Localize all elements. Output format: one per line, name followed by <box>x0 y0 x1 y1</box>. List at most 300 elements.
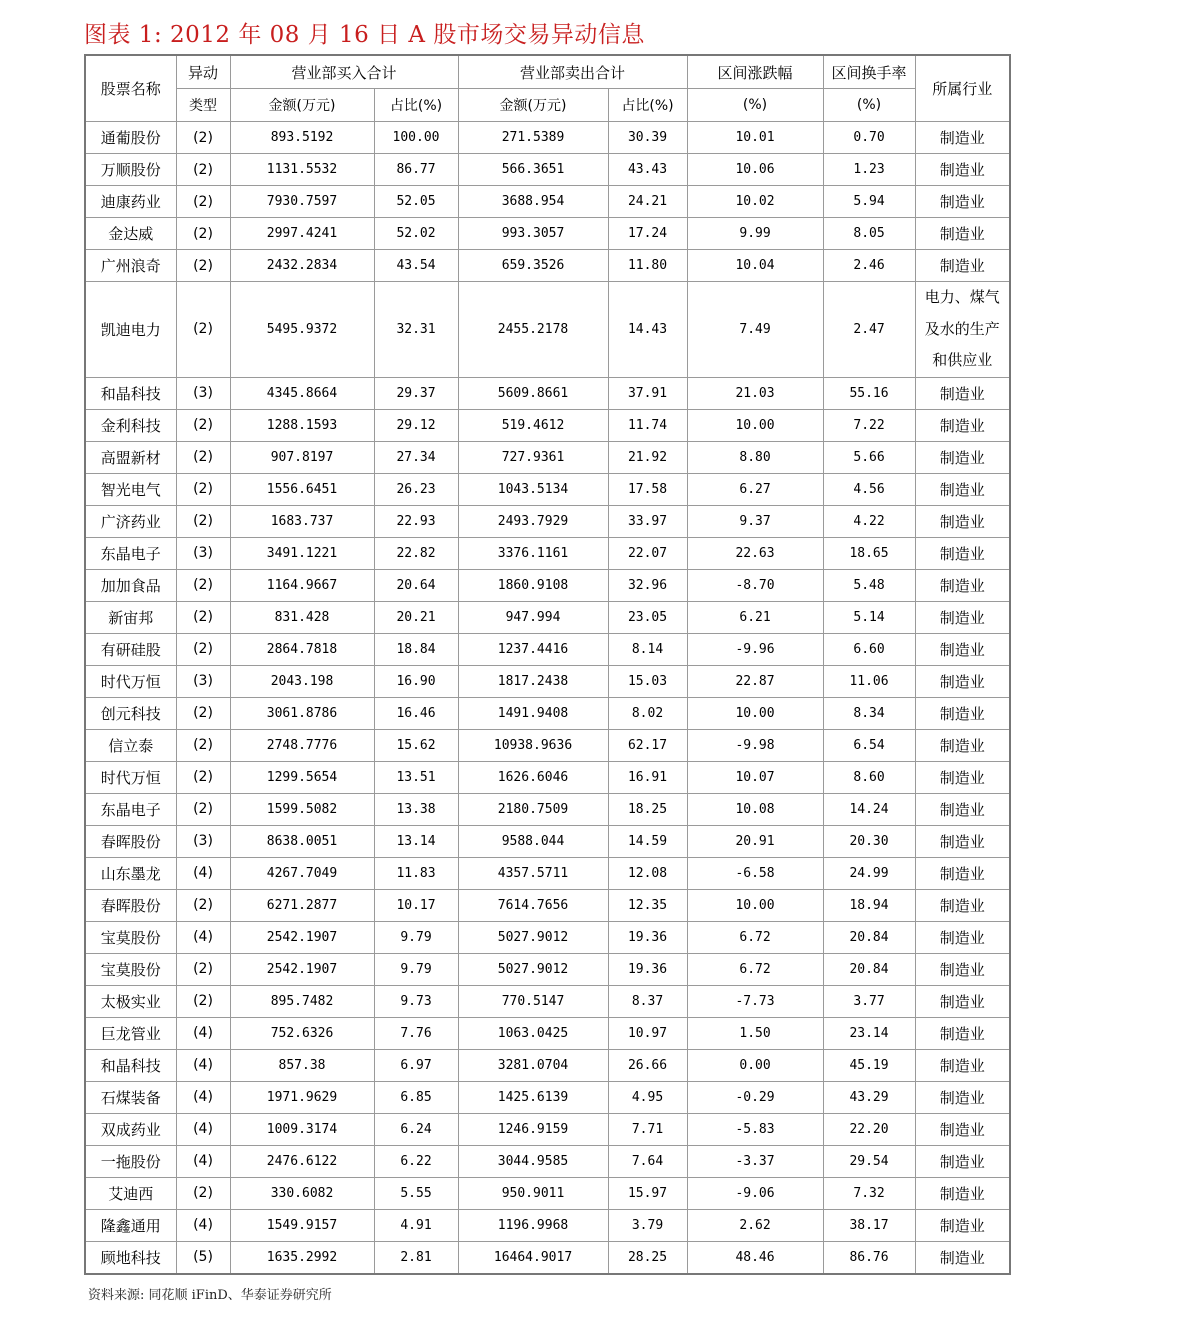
change-cell: -0.29 <box>687 1081 823 1113</box>
industry-cell: 制造业 <box>915 1177 1010 1209</box>
buy-amount-cell: 7930.7597 <box>230 186 374 218</box>
stock-name-cell: 凯迪电力 <box>85 282 176 378</box>
type-cell: (2) <box>176 761 230 793</box>
change-cell: 21.03 <box>687 377 823 409</box>
industry-cell: 制造业 <box>915 633 1010 665</box>
sell-amount-cell: 4357.5711 <box>458 857 608 889</box>
sell-amount-cell: 5027.9012 <box>458 953 608 985</box>
buy-amount-cell: 1549.9157 <box>230 1209 374 1241</box>
turnover-cell: 20.84 <box>823 953 915 985</box>
sell-ratio-cell: 14.43 <box>608 282 687 378</box>
turnover-cell: 43.29 <box>823 1081 915 1113</box>
sell-amount-cell: 1860.9108 <box>458 569 608 601</box>
change-cell: 8.80 <box>687 441 823 473</box>
sell-ratio-cell: 18.25 <box>608 793 687 825</box>
sell-amount-cell: 5027.9012 <box>458 921 608 953</box>
sell-amount-cell: 993.3057 <box>458 218 608 250</box>
table-row <box>85 441 1010 473</box>
table-row <box>85 282 1010 378</box>
table-row <box>85 1209 1010 1241</box>
change-cell: 6.72 <box>687 953 823 985</box>
turnover-cell: 55.16 <box>823 377 915 409</box>
buy-amount-cell: 2432.2834 <box>230 250 374 282</box>
buy-ratio-cell: 9.73 <box>374 985 458 1017</box>
sell-amount-cell: 1246.9159 <box>458 1113 608 1145</box>
change-cell: -9.96 <box>687 633 823 665</box>
buy-amount-cell: 330.6082 <box>230 1177 374 1209</box>
turnover-cell: 22.20 <box>823 1113 915 1145</box>
turnover-cell: 1.23 <box>823 154 915 186</box>
stock-name-cell: 东晶电子 <box>85 537 176 569</box>
buy-amount-cell: 1556.6451 <box>230 473 374 505</box>
sell-amount-cell: 1196.9968 <box>458 1209 608 1241</box>
buy-amount-cell: 1288.1593 <box>230 409 374 441</box>
sell-ratio-cell: 28.25 <box>608 1241 687 1274</box>
sell-amount-cell: 2455.2178 <box>458 282 608 378</box>
header-sell-total: 营业部卖出合计 <box>458 55 687 89</box>
type-cell: (2) <box>176 409 230 441</box>
stock-anomaly-table <box>84 54 1011 1275</box>
turnover-cell: 23.14 <box>823 1017 915 1049</box>
change-cell: -6.58 <box>687 857 823 889</box>
turnover-cell: 0.70 <box>823 122 915 154</box>
buy-ratio-cell: 5.55 <box>374 1177 458 1209</box>
industry-cell: 制造业 <box>915 1081 1010 1113</box>
industry-cell: 制造业 <box>915 761 1010 793</box>
industry-cell: 制造业 <box>915 1049 1010 1081</box>
industry-cell: 制造业 <box>915 697 1010 729</box>
type-cell: (2) <box>176 889 230 921</box>
type-cell: (2) <box>176 985 230 1017</box>
buy-ratio-cell: 26.23 <box>374 473 458 505</box>
sell-amount-cell: 947.994 <box>458 601 608 633</box>
buy-ratio-cell: 52.02 <box>374 218 458 250</box>
turnover-cell: 5.14 <box>823 601 915 633</box>
type-cell: (2) <box>176 793 230 825</box>
stock-name-cell: 艾迪西 <box>85 1177 176 1209</box>
type-cell: (2) <box>176 633 230 665</box>
turnover-cell: 5.66 <box>823 441 915 473</box>
buy-amount-cell: 2542.1907 <box>230 953 374 985</box>
industry-cell: 制造业 <box>915 1145 1010 1177</box>
stock-name-cell: 通葡股份 <box>85 122 176 154</box>
turnover-cell: 18.94 <box>823 889 915 921</box>
buy-ratio-cell: 9.79 <box>374 953 458 985</box>
industry-cell: 制造业 <box>915 1113 1010 1145</box>
turnover-cell: 8.05 <box>823 218 915 250</box>
industry-cell: 制造业 <box>915 1017 1010 1049</box>
sell-ratio-cell: 19.36 <box>608 921 687 953</box>
industry-cell: 制造业 <box>915 569 1010 601</box>
stock-name-cell: 迪康药业 <box>85 186 176 218</box>
type-cell: (2) <box>176 569 230 601</box>
industry-cell: 制造业 <box>915 857 1010 889</box>
change-cell: 10.08 <box>687 793 823 825</box>
type-cell: (4) <box>176 1209 230 1241</box>
change-cell: -7.73 <box>687 985 823 1017</box>
table-row <box>85 569 1010 601</box>
buy-amount-cell: 4345.8664 <box>230 377 374 409</box>
buy-ratio-cell: 15.62 <box>374 729 458 761</box>
header-type-bottom: 类型 <box>176 89 230 122</box>
sell-ratio-cell: 14.59 <box>608 825 687 857</box>
sell-amount-cell: 3044.9585 <box>458 1145 608 1177</box>
buy-amount-cell: 1635.2992 <box>230 1241 374 1274</box>
turnover-cell: 2.46 <box>823 250 915 282</box>
sell-ratio-cell: 17.58 <box>608 473 687 505</box>
industry-cell: 制造业 <box>915 601 1010 633</box>
table-row <box>85 1241 1010 1274</box>
type-cell: (4) <box>176 1017 230 1049</box>
sell-ratio-cell: 19.36 <box>608 953 687 985</box>
change-cell: -3.37 <box>687 1145 823 1177</box>
type-cell: (4) <box>176 1081 230 1113</box>
buy-amount-cell: 1131.5532 <box>230 154 374 186</box>
type-cell: (3) <box>176 377 230 409</box>
table-row <box>85 218 1010 250</box>
industry-cell: 制造业 <box>915 441 1010 473</box>
stock-name-cell: 宝莫股份 <box>85 953 176 985</box>
type-cell: (2) <box>176 218 230 250</box>
industry-cell: 制造业 <box>915 985 1010 1017</box>
buy-ratio-cell: 22.82 <box>374 537 458 569</box>
sell-amount-cell: 1237.4416 <box>458 633 608 665</box>
buy-amount-cell: 2997.4241 <box>230 218 374 250</box>
stock-name-cell: 宝莫股份 <box>85 921 176 953</box>
stock-name-cell: 广州浪奇 <box>85 250 176 282</box>
buy-ratio-cell: 29.12 <box>374 409 458 441</box>
sell-ratio-cell: 8.14 <box>608 633 687 665</box>
type-cell: (3) <box>176 665 230 697</box>
table-row <box>85 889 1010 921</box>
figure-title: 图表 1: 2012 年 08 月 16 日 A 股市场交易异动信息 <box>84 22 645 48</box>
sell-amount-cell: 7614.7656 <box>458 889 608 921</box>
buy-amount-cell: 2748.7776 <box>230 729 374 761</box>
type-cell: (2) <box>176 953 230 985</box>
stock-name-cell: 太极实业 <box>85 985 176 1017</box>
sell-ratio-cell: 4.95 <box>608 1081 687 1113</box>
change-cell: 10.04 <box>687 250 823 282</box>
sell-ratio-cell: 15.97 <box>608 1177 687 1209</box>
table-row <box>85 1017 1010 1049</box>
header-industry: 所属行业 <box>915 55 1010 122</box>
sell-amount-cell: 727.9361 <box>458 441 608 473</box>
buy-amount-cell: 3061.8786 <box>230 697 374 729</box>
source-note: 资料来源: 同花顺 iFinD、华泰证券研究所 <box>88 1288 332 1303</box>
sell-amount-cell: 950.9011 <box>458 1177 608 1209</box>
buy-ratio-cell: 13.51 <box>374 761 458 793</box>
sell-ratio-cell: 17.24 <box>608 218 687 250</box>
header-turnover-bottom: (%) <box>823 89 915 122</box>
header-type-top: 异动 <box>176 55 230 89</box>
type-cell: (4) <box>176 1049 230 1081</box>
header-row-2 <box>85 89 1010 122</box>
table-row <box>85 409 1010 441</box>
turnover-cell: 11.06 <box>823 665 915 697</box>
turnover-cell: 14.24 <box>823 793 915 825</box>
stock-name-cell: 巨龙管业 <box>85 1017 176 1049</box>
sell-ratio-cell: 43.43 <box>608 154 687 186</box>
industry-cell: 制造业 <box>915 1241 1010 1274</box>
sell-ratio-cell: 24.21 <box>608 186 687 218</box>
buy-amount-cell: 1164.9667 <box>230 569 374 601</box>
buy-amount-cell: 8638.0051 <box>230 825 374 857</box>
sell-amount-cell: 5609.8661 <box>458 377 608 409</box>
buy-ratio-cell: 2.81 <box>374 1241 458 1274</box>
sell-ratio-cell: 15.03 <box>608 665 687 697</box>
buy-amount-cell: 6271.2877 <box>230 889 374 921</box>
stock-name-cell: 新宙邦 <box>85 601 176 633</box>
buy-ratio-cell: 9.79 <box>374 921 458 953</box>
buy-ratio-cell: 20.64 <box>374 569 458 601</box>
turnover-cell: 20.30 <box>823 825 915 857</box>
turnover-cell: 5.48 <box>823 569 915 601</box>
buy-ratio-cell: 43.54 <box>374 250 458 282</box>
change-cell: 9.99 <box>687 218 823 250</box>
change-cell: 1.50 <box>687 1017 823 1049</box>
turnover-cell: 86.76 <box>823 1241 915 1274</box>
sell-amount-cell: 659.3526 <box>458 250 608 282</box>
sell-amount-cell: 9588.044 <box>458 825 608 857</box>
industry-cell: 电力、煤气及水的生产和供应业 <box>915 282 1010 378</box>
sell-amount-cell: 271.5389 <box>458 122 608 154</box>
industry-cell: 制造业 <box>915 377 1010 409</box>
sell-ratio-cell: 21.92 <box>608 441 687 473</box>
header-change-bottom: (%) <box>687 89 823 122</box>
buy-amount-cell: 831.428 <box>230 601 374 633</box>
type-cell: (2) <box>176 1177 230 1209</box>
header-turnover-top: 区间换手率 <box>823 55 915 89</box>
industry-cell: 制造业 <box>915 537 1010 569</box>
sell-ratio-cell: 8.37 <box>608 985 687 1017</box>
sell-amount-cell: 16464.9017 <box>458 1241 608 1274</box>
type-cell: (2) <box>176 473 230 505</box>
industry-cell: 制造业 <box>915 218 1010 250</box>
buy-ratio-cell: 27.34 <box>374 441 458 473</box>
sell-ratio-cell: 3.79 <box>608 1209 687 1241</box>
buy-ratio-cell: 32.31 <box>374 282 458 378</box>
buy-ratio-cell: 29.37 <box>374 377 458 409</box>
change-cell: 10.02 <box>687 186 823 218</box>
sell-amount-cell: 2493.7929 <box>458 505 608 537</box>
table-row <box>85 825 1010 857</box>
table-row <box>85 697 1010 729</box>
change-cell: -8.70 <box>687 569 823 601</box>
table-row <box>85 729 1010 761</box>
turnover-cell: 3.77 <box>823 985 915 1017</box>
change-cell: 10.00 <box>687 697 823 729</box>
change-cell: 10.06 <box>687 154 823 186</box>
sell-ratio-cell: 22.07 <box>608 537 687 569</box>
header-buy-amount: 金额(万元) <box>230 89 374 122</box>
change-cell: 10.01 <box>687 122 823 154</box>
type-cell: (3) <box>176 825 230 857</box>
stock-name-cell: 石煤装备 <box>85 1081 176 1113</box>
buy-amount-cell: 1971.9629 <box>230 1081 374 1113</box>
stock-name-cell: 一拖股份 <box>85 1145 176 1177</box>
industry-cell: 制造业 <box>915 250 1010 282</box>
change-cell: 0.00 <box>687 1049 823 1081</box>
buy-ratio-cell: 10.17 <box>374 889 458 921</box>
stock-name-cell: 双成药业 <box>85 1113 176 1145</box>
stock-name-cell: 广济药业 <box>85 505 176 537</box>
table-row <box>85 154 1010 186</box>
buy-ratio-cell: 22.93 <box>374 505 458 537</box>
buy-amount-cell: 4267.7049 <box>230 857 374 889</box>
buy-ratio-cell: 52.05 <box>374 186 458 218</box>
buy-amount-cell: 2864.7818 <box>230 633 374 665</box>
table-row <box>85 761 1010 793</box>
table-row <box>85 1049 1010 1081</box>
sell-ratio-cell: 12.35 <box>608 889 687 921</box>
table-row <box>85 1177 1010 1209</box>
table-row <box>85 633 1010 665</box>
change-cell: 7.49 <box>687 282 823 378</box>
sell-ratio-cell: 62.17 <box>608 729 687 761</box>
table-row <box>85 186 1010 218</box>
sell-ratio-cell: 10.97 <box>608 1017 687 1049</box>
industry-cell: 制造业 <box>915 793 1010 825</box>
buy-amount-cell: 2043.198 <box>230 665 374 697</box>
industry-cell: 制造业 <box>915 122 1010 154</box>
turnover-cell: 4.22 <box>823 505 915 537</box>
turnover-cell: 8.34 <box>823 697 915 729</box>
header-stock-name: 股票名称 <box>85 55 176 122</box>
turnover-cell: 4.56 <box>823 473 915 505</box>
buy-ratio-cell: 13.14 <box>374 825 458 857</box>
sell-amount-cell: 1491.9408 <box>458 697 608 729</box>
turnover-cell: 7.32 <box>823 1177 915 1209</box>
sell-amount-cell: 2180.7509 <box>458 793 608 825</box>
type-cell: (2) <box>176 282 230 378</box>
sell-ratio-cell: 8.02 <box>608 697 687 729</box>
sell-amount-cell: 10938.9636 <box>458 729 608 761</box>
sell-amount-cell: 566.3651 <box>458 154 608 186</box>
change-cell: 9.37 <box>687 505 823 537</box>
type-cell: (2) <box>176 729 230 761</box>
sell-amount-cell: 1626.6046 <box>458 761 608 793</box>
header-row-1 <box>85 55 1010 89</box>
type-cell: (2) <box>176 505 230 537</box>
change-cell: -9.06 <box>687 1177 823 1209</box>
industry-cell: 制造业 <box>915 953 1010 985</box>
table-row <box>85 1113 1010 1145</box>
change-cell: 10.00 <box>687 889 823 921</box>
table-row <box>85 953 1010 985</box>
table-row <box>85 1081 1010 1113</box>
buy-amount-cell: 893.5192 <box>230 122 374 154</box>
industry-cell: 制造业 <box>915 921 1010 953</box>
header-buy-ratio: 占比(%) <box>374 89 458 122</box>
stock-name-cell: 万顺股份 <box>85 154 176 186</box>
industry-cell: 制造业 <box>915 1209 1010 1241</box>
buy-amount-cell: 3491.1221 <box>230 537 374 569</box>
table-row <box>85 473 1010 505</box>
change-cell: 48.46 <box>687 1241 823 1274</box>
turnover-cell: 38.17 <box>823 1209 915 1241</box>
buy-ratio-cell: 6.85 <box>374 1081 458 1113</box>
turnover-cell: 45.19 <box>823 1049 915 1081</box>
industry-cell: 制造业 <box>915 154 1010 186</box>
type-cell: (2) <box>176 250 230 282</box>
change-cell: 2.62 <box>687 1209 823 1241</box>
industry-cell: 制造业 <box>915 889 1010 921</box>
buy-ratio-cell: 11.83 <box>374 857 458 889</box>
turnover-cell: 7.22 <box>823 409 915 441</box>
stock-name-cell: 时代万恒 <box>85 665 176 697</box>
change-cell: 6.72 <box>687 921 823 953</box>
buy-ratio-cell: 16.46 <box>374 697 458 729</box>
sell-ratio-cell: 26.66 <box>608 1049 687 1081</box>
buy-ratio-cell: 7.76 <box>374 1017 458 1049</box>
industry-cell: 制造业 <box>915 505 1010 537</box>
buy-amount-cell: 857.38 <box>230 1049 374 1081</box>
stock-name-cell: 山东墨龙 <box>85 857 176 889</box>
buy-amount-cell: 895.7482 <box>230 985 374 1017</box>
buy-amount-cell: 1683.737 <box>230 505 374 537</box>
buy-ratio-cell: 6.97 <box>374 1049 458 1081</box>
buy-amount-cell: 1299.5654 <box>230 761 374 793</box>
stock-name-cell: 智光电气 <box>85 473 176 505</box>
stock-name-cell: 金利科技 <box>85 409 176 441</box>
table-row <box>85 601 1010 633</box>
sell-ratio-cell: 12.08 <box>608 857 687 889</box>
stock-name-cell: 春晖股份 <box>85 825 176 857</box>
buy-ratio-cell: 16.90 <box>374 665 458 697</box>
buy-amount-cell: 2542.1907 <box>230 921 374 953</box>
type-cell: (2) <box>176 122 230 154</box>
buy-amount-cell: 1009.3174 <box>230 1113 374 1145</box>
sell-amount-cell: 770.5147 <box>458 985 608 1017</box>
change-cell: 6.21 <box>687 601 823 633</box>
turnover-cell: 5.94 <box>823 186 915 218</box>
type-cell: (4) <box>176 1113 230 1145</box>
stock-name-cell: 创元科技 <box>85 697 176 729</box>
type-cell: (2) <box>176 186 230 218</box>
industry-cell: 制造业 <box>915 473 1010 505</box>
turnover-cell: 6.54 <box>823 729 915 761</box>
sell-ratio-cell: 33.97 <box>608 505 687 537</box>
type-cell: (4) <box>176 921 230 953</box>
table-row <box>85 793 1010 825</box>
type-cell: (2) <box>176 441 230 473</box>
stock-name-cell: 隆鑫通用 <box>85 1209 176 1241</box>
turnover-cell: 18.65 <box>823 537 915 569</box>
type-cell: (2) <box>176 697 230 729</box>
sell-amount-cell: 3281.0704 <box>458 1049 608 1081</box>
buy-amount-cell: 5495.9372 <box>230 282 374 378</box>
industry-cell: 制造业 <box>915 729 1010 761</box>
stock-name-cell: 春晖股份 <box>85 889 176 921</box>
table-row <box>85 250 1010 282</box>
buy-ratio-cell: 13.38 <box>374 793 458 825</box>
sell-ratio-cell: 7.71 <box>608 1113 687 1145</box>
header-change-top: 区间涨跌幅 <box>687 55 823 89</box>
buy-ratio-cell: 6.24 <box>374 1113 458 1145</box>
stock-name-cell: 时代万恒 <box>85 761 176 793</box>
header-sell-amount: 金额(万元) <box>458 89 608 122</box>
sell-ratio-cell: 7.64 <box>608 1145 687 1177</box>
type-cell: (4) <box>176 1145 230 1177</box>
change-cell: 20.91 <box>687 825 823 857</box>
table-row <box>85 537 1010 569</box>
sell-ratio-cell: 11.74 <box>608 409 687 441</box>
table-body <box>85 122 1010 1274</box>
stock-name-cell: 金达威 <box>85 218 176 250</box>
sell-ratio-cell: 11.80 <box>608 250 687 282</box>
sell-amount-cell: 3376.1161 <box>458 537 608 569</box>
buy-amount-cell: 907.8197 <box>230 441 374 473</box>
